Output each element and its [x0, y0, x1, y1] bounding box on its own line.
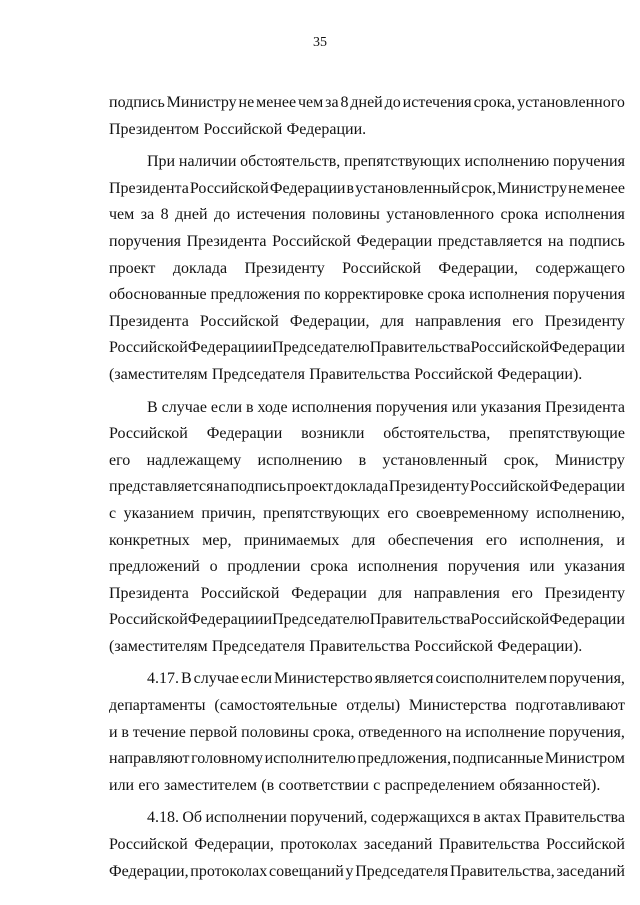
text-line: 4.17. В случае если Министерство является соисполнителем поручения,: [147, 670, 625, 688]
text-line: его надлежащему исполнению в установленный срок, Министру: [109, 451, 625, 469]
text-line: или его заместителем (в соответствии с распределением обязанностей).: [109, 776, 601, 794]
text-line: Российской Федерации, протоколах заседаний Правительства Российской: [109, 836, 625, 854]
text-line: Президента Российской Федерации в установленный срок, Министру не менее: [109, 179, 625, 197]
text-line: представляется на подпись проект доклада Президенту Российской Федерации: [109, 478, 625, 496]
paragraph: [109, 149, 625, 388]
paragraph: [109, 666, 625, 799]
text-line: Российской Федерации и Председателю Правительства Российской Федерации: [109, 611, 625, 629]
page-number: 35: [313, 35, 327, 50]
text-line: подпись Министру не менее чем за 8 дней до истечения срока, установленного: [109, 94, 625, 111]
text-line: Президента Российской Федерации, для направления его Президенту: [109, 312, 625, 330]
paragraph: [109, 395, 625, 661]
text-line: и в течение первой половины срока, отведенного на исполнение поручения,: [109, 723, 625, 741]
text-line: предложений о продлении срока исполнения поручения или указания: [109, 558, 625, 576]
text-line: (заместителям Председателя Правительства Российской Федерации).: [109, 365, 583, 383]
paragraph: [109, 90, 625, 143]
body-text: [109, 90, 625, 885]
text-line: поручения Президента Российской Федерации представляется на подпись: [109, 232, 625, 250]
text-line: конкретных мер, принимаемых для обеспечения его исполнения, и: [109, 531, 625, 549]
text-line: Федерации, протоколах совещаний у Председателя Правительства, заседаний: [109, 862, 625, 880]
text-line: направляют головному исполнителю предложения, подписанные Министром: [109, 750, 625, 768]
paragraph: [109, 805, 625, 885]
text-line: Российской Федерации и Председателю Правительства Российской Федерации: [109, 339, 625, 357]
text-line: департаменты (самостоятельные отделы) Министерства подготавливают: [109, 697, 625, 715]
text-line: Президентом Российской Федерации.: [109, 120, 367, 138]
text-line: обоснованные предложения по корректировке срока исполнения поручения: [109, 286, 625, 304]
text-line: с указанием причин, препятствующих его своевременному исполнению,: [109, 504, 625, 522]
text-line: В случае если в ходе исполнения поручения или указания Президента: [147, 398, 625, 416]
text-line: (заместителям Председателя Правительства Российской Федерации).: [109, 637, 583, 655]
text-line: При наличии обстоятельств, препятствующих исполнению поручения: [147, 153, 625, 171]
text-line: проект доклада Президенту Российской Федерации, содержащего: [109, 259, 625, 277]
text-line: Президента Российской Федерации для направления его Президенту: [109, 584, 625, 602]
text-line: чем за 8 дней до истечения половины установленного срока исполнения: [109, 206, 625, 224]
text-line: Российской Федерации возникли обстоятельства, препятствующие: [109, 425, 625, 443]
text-line: 4.18. Об исполнении поручений, содержащихся в актах Правительства: [147, 809, 625, 827]
